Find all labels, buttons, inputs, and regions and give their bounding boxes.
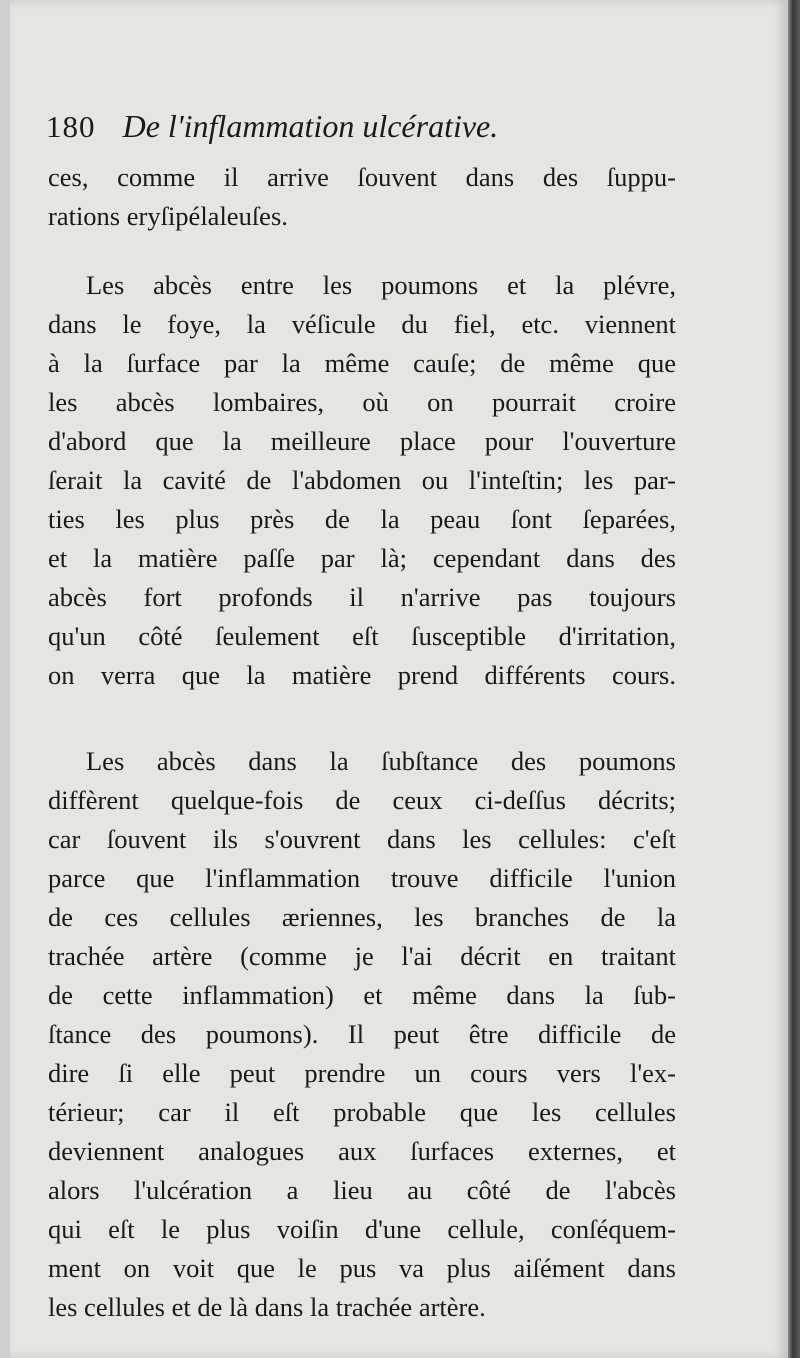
page-header [46, 108, 766, 154]
text-line: parce que l'inflammation trouve difficile l'union [48, 863, 676, 893]
text-line: trachée artère (comme je l'ai décrit en traitant [48, 941, 676, 971]
text-line: à la ſurface par la même cauſe; de même que [48, 348, 676, 378]
text-line: ſerait la cavité de l'abdomen ou l'inteſtin; les par- [48, 465, 676, 495]
text-line: rations eryſipélaleuſes. [48, 201, 288, 231]
text-line: Les abcès entre les poumons et la plévre, [86, 270, 676, 300]
text-line: térieur; car il eſt probable que les cellules [48, 1097, 676, 1127]
text-line: et la matière paſſe par là; cependant dans des [48, 543, 676, 573]
text-line: Les abcès dans la ſubſtance des poumons [86, 746, 676, 776]
book-page [10, 0, 788, 1358]
text-line: ces, comme il arrive ſouvent dans des ſuppu- [48, 162, 676, 192]
text-line: diffèrent quelque-fois de ceux ci-deſſus décrits; [48, 785, 676, 815]
page-number: 180 [46, 109, 96, 144]
text-line: qu'un côté ſeulement eſt ſusceptible d'irritation, [48, 621, 676, 651]
paragraph-2 [48, 266, 676, 695]
text-line: alors l'ulcération a lieu au côté de l'abcès [48, 1175, 676, 1205]
text-line: dire ſi elle peut prendre un cours vers l'ex- [48, 1058, 676, 1088]
text-line: les abcès lombaires, où on pourrait croire [48, 387, 676, 417]
text-line: ties les plus près de la peau ſont ſeparées, [48, 504, 676, 534]
text-line: de cette inflammation) et même dans la ſub- [48, 980, 676, 1010]
text-line: dans le foye, la véſicule du fiel, etc. viennent [48, 309, 676, 339]
text-line: d'abord que la meilleure place pour l'ouverture [48, 426, 676, 456]
text-line: ſtance des poumons). Il peut être difficile de [48, 1019, 676, 1049]
text-line: car ſouvent ils s'ouvrent dans les cellules: c'eſt [48, 824, 676, 854]
paragraph-3 [48, 742, 676, 1327]
text-line: qui eſt le plus voiſin d'une cellule, conſéquem- [48, 1214, 676, 1244]
text-line: abcès fort profonds il n'arrive pas toujours [48, 582, 676, 612]
text-line: deviennent analogues aux ſurfaces externes, et [48, 1136, 676, 1166]
text-line: les cellules et de là dans la trachée artère. [48, 1292, 486, 1322]
running-title: De l'inflammation ulcérative. [122, 108, 499, 144]
text-line: on verra que la matière prend différents cours. [48, 660, 676, 690]
text-line: de ces cellules æriennes, les branches de la [48, 902, 676, 932]
paragraph-1 [48, 158, 676, 236]
text-line: ment on voit que le pus va plus aiſément dans [48, 1253, 676, 1283]
book-spine-edge [788, 0, 800, 1358]
